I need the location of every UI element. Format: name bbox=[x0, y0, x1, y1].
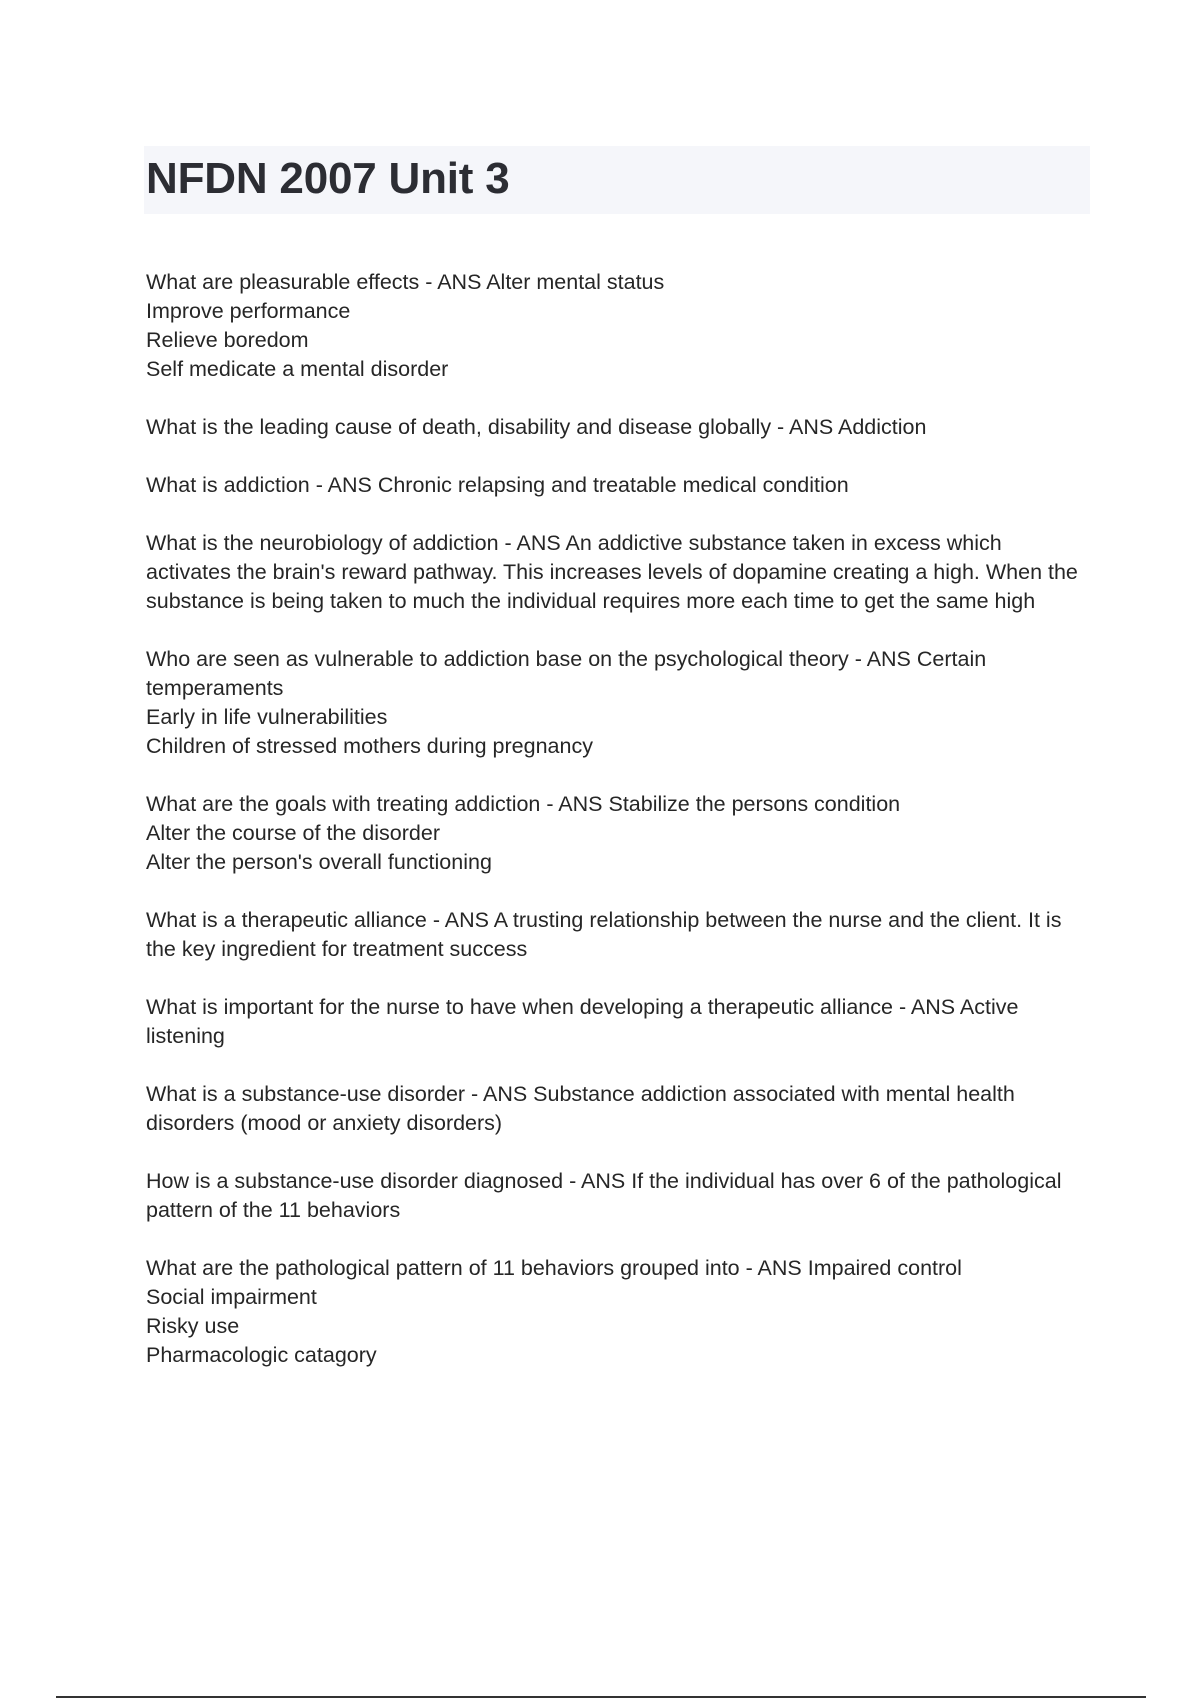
qa-line: Social impairment bbox=[146, 1285, 317, 1309]
qa-item bbox=[146, 790, 1086, 877]
qa-line: What is the leading cause of death, disability and disease globally - ANS Addiction bbox=[146, 415, 927, 439]
qa-list bbox=[146, 268, 1086, 1399]
qa-line: Relieve boredom bbox=[146, 328, 309, 352]
qa-line: What is a therapeutic alliance - ANS A trusting relationship between the nurse and the client. It is the key ingredient for treatment success bbox=[146, 908, 1062, 961]
qa-line: Risky use bbox=[146, 1314, 240, 1338]
qa-line: What is important for the nurse to have when developing a therapeutic alliance - ANS Active listening bbox=[146, 995, 1019, 1048]
footer-divider bbox=[56, 1696, 1146, 1698]
qa-line: Who are seen as vulnerable to addiction base on the psychological theory - ANS Certain temperaments bbox=[146, 647, 987, 700]
qa-item bbox=[146, 471, 1086, 500]
qa-item bbox=[146, 1080, 1086, 1138]
qa-line: What is addiction - ANS Chronic relapsing and treatable medical condition bbox=[146, 473, 849, 497]
qa-line: What are the pathological pattern of 11 behaviors grouped into - ANS Impaired control bbox=[146, 1256, 962, 1280]
qa-item bbox=[146, 268, 1086, 384]
qa-item bbox=[146, 1167, 1086, 1225]
qa-line: How is a substance-use disorder diagnosed - ANS If the individual has over 6 of the pathological pattern of the 11 behaviors bbox=[146, 1169, 1062, 1222]
title-band bbox=[144, 146, 1090, 214]
qa-line: Self medicate a mental disorder bbox=[146, 357, 449, 381]
qa-line: Alter the course of the disorder bbox=[146, 821, 440, 845]
qa-line: Alter the person's overall functioning bbox=[146, 850, 492, 874]
document-title: NFDN 2007 Unit 3 bbox=[146, 154, 510, 203]
qa-line: Improve performance bbox=[146, 299, 351, 323]
qa-line: What is the neurobiology of addiction - ANS An addictive substance taken in excess which activates the brain's reward pathway. This increases levels of dopamine creating a high. When the substance is being taken to much the individual requires more each time to get the same high bbox=[146, 531, 1078, 613]
qa-line: Children of stressed mothers during pregnancy bbox=[146, 734, 593, 758]
qa-item bbox=[146, 645, 1086, 761]
qa-line: Early in life vulnerabilities bbox=[146, 705, 388, 729]
qa-line: What is a substance-use disorder - ANS Substance addiction associated with mental health disorders (mood or anxiety disorders) bbox=[146, 1082, 1015, 1135]
qa-line: Pharmacologic catagory bbox=[146, 1343, 377, 1367]
qa-item bbox=[146, 993, 1086, 1051]
qa-line: What are pleasurable effects - ANS Alter mental status bbox=[146, 270, 665, 294]
qa-line: What are the goals with treating addiction - ANS Stabilize the persons condition bbox=[146, 792, 901, 816]
qa-item bbox=[146, 906, 1086, 964]
qa-item bbox=[146, 413, 1086, 442]
qa-item bbox=[146, 1254, 1086, 1370]
qa-item bbox=[146, 529, 1086, 616]
